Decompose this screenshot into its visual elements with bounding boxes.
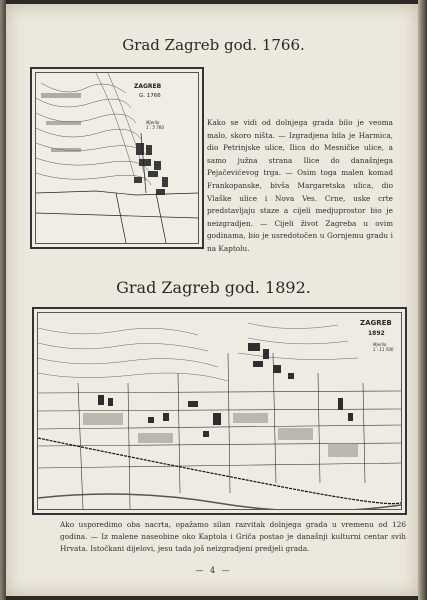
- map-1892: [32, 307, 407, 515]
- map-1892-drawing: [38, 313, 401, 509]
- map-1766-drawing: [36, 73, 198, 243]
- map-1766: [30, 67, 204, 249]
- map-1892-scale: Mjerilo 1 : 11 500: [373, 342, 394, 352]
- description-1766: Kako se vidi od dolnjega grada bilo je veoma malo, skoro ništa. — Izgradjena bila je Harmica, dio Petrinjske ulice, Ilica do Mesničke ulice, a samo južna strana Ilice do današnjega Pejačevićevog trga. — Osim toga malen komad Frankopanske, bivša Margaretska ulica, dio Vlaške ulice i Nova Ves. Crne, uske crte predstavljaju staze a cijeli medjuprostor bio je neizgradjen. — Cijeli život Zagreba u ovim godinama, bio je usredotočen u Gornjemu gradu i na Kaptolu.: [207, 118, 393, 253]
- map-1766-scale: Mjerilo 1 : 5 760: [146, 120, 164, 130]
- book-edge-right: [418, 0, 427, 600]
- map-1766-title: Grad Zagreb god. 1766.: [122, 36, 305, 54]
- map-1892-title: Grad Zagreb god. 1892.: [116, 278, 311, 297]
- map-1892-year: 1892: [368, 330, 385, 337]
- map-1766-heading: ZAGREB: [134, 83, 162, 90]
- description-1892: Ako usporedimo oba nacrta, opažamo silan razvitak dolnjega grada u vremenu od 126 godina. — Iz malene naseobine oko Kaptola i Griča postao je današnji kulturni centar svih Hrvata. Istočkani dijelovi, jesu tada još neizgradjeni predjeli grada.: [60, 520, 406, 554]
- map-1892-heading: ZAGREB: [360, 319, 392, 327]
- map-1766-year: G. 1766: [139, 93, 161, 99]
- page-number: — 4 —: [195, 566, 232, 575]
